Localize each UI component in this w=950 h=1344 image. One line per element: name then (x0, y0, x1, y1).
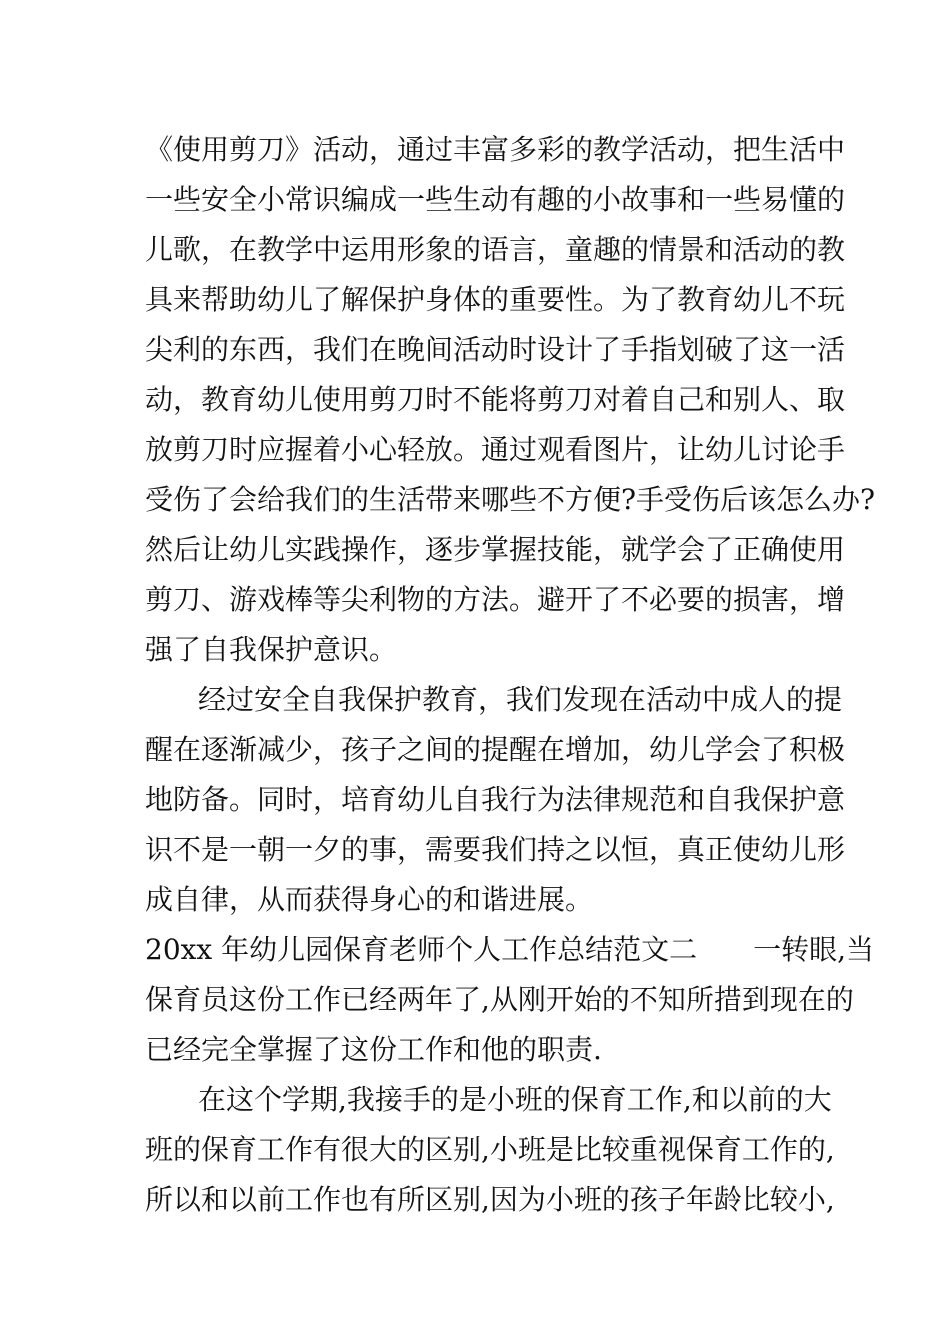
text-line: 儿歌，在教学中运用形象的语言，童趣的情景和活动的教 (145, 233, 846, 266)
text-line: 地防备。同时，培育幼儿自我行为法律规范和自我保护意 (145, 783, 846, 816)
text-line: 尖利的东西，我们在晚间活动时设计了手指划破了这一活 (145, 333, 846, 366)
text-line: 放剪刀时应握着小心轻放。通过观看图片，让幼儿讨论手 (145, 433, 846, 466)
text-line: 醒在逐渐减少，孩子之间的提醒在增加，幼儿学会了积极 (145, 733, 846, 766)
text-line: 识不是一朝一夕的事，需要我们持之以恒，真正使幼儿形 (145, 833, 846, 866)
text-line: 强了自我保护意识。 (145, 633, 398, 666)
text-line: 保育员这份工作已经两年了,从刚开始的不知所措到现在的 (145, 983, 854, 1016)
text-line: 剪刀、游戏棒等尖利物的方法。避开了不必要的损害，增 (145, 583, 846, 616)
text-line: 已经完全掌握了这份工作和他的职责. (145, 1033, 602, 1066)
section-heading-line: 20xx 年幼儿园保育老师个人工作总结范文二 一转眼,当 (145, 933, 875, 966)
text-line: 具来帮助幼儿了解保护身体的重要性。为了教育幼儿不玩 (145, 283, 846, 316)
paragraph-first-line: 经过安全自我保护教育，我们发现在活动中成人的提 (198, 683, 843, 716)
text-line: 受伤了会给我们的生活带来哪些不方便?手受伤后该怎么办? (145, 483, 876, 516)
text-line: 班的保育工作有很大的区别,小班是比较重视保育工作的, (145, 1133, 835, 1166)
paragraph-first-line: 在这个学期,我接手的是小班的保育工作,和以前的大 (198, 1083, 832, 1116)
text-line: 然后让幼儿实践操作，逐步掌握技能，就学会了正确使用 (145, 533, 846, 566)
text-line: 所以和以前工作也有所区别,因为小班的孩子年龄比较小, (145, 1183, 835, 1216)
text-line: 成自律，从而获得身心的和谐进展。 (145, 883, 594, 916)
text-line: 动，教育幼儿使用剪刀时不能将剪刀对着自己和别人、取 (145, 383, 846, 416)
text-line: 一些安全小常识编成一些生动有趣的小故事和一些易懂的 (145, 183, 846, 216)
text-line: 《使用剪刀》活动，通过丰富多彩的教学活动，把生活中 (145, 133, 846, 166)
